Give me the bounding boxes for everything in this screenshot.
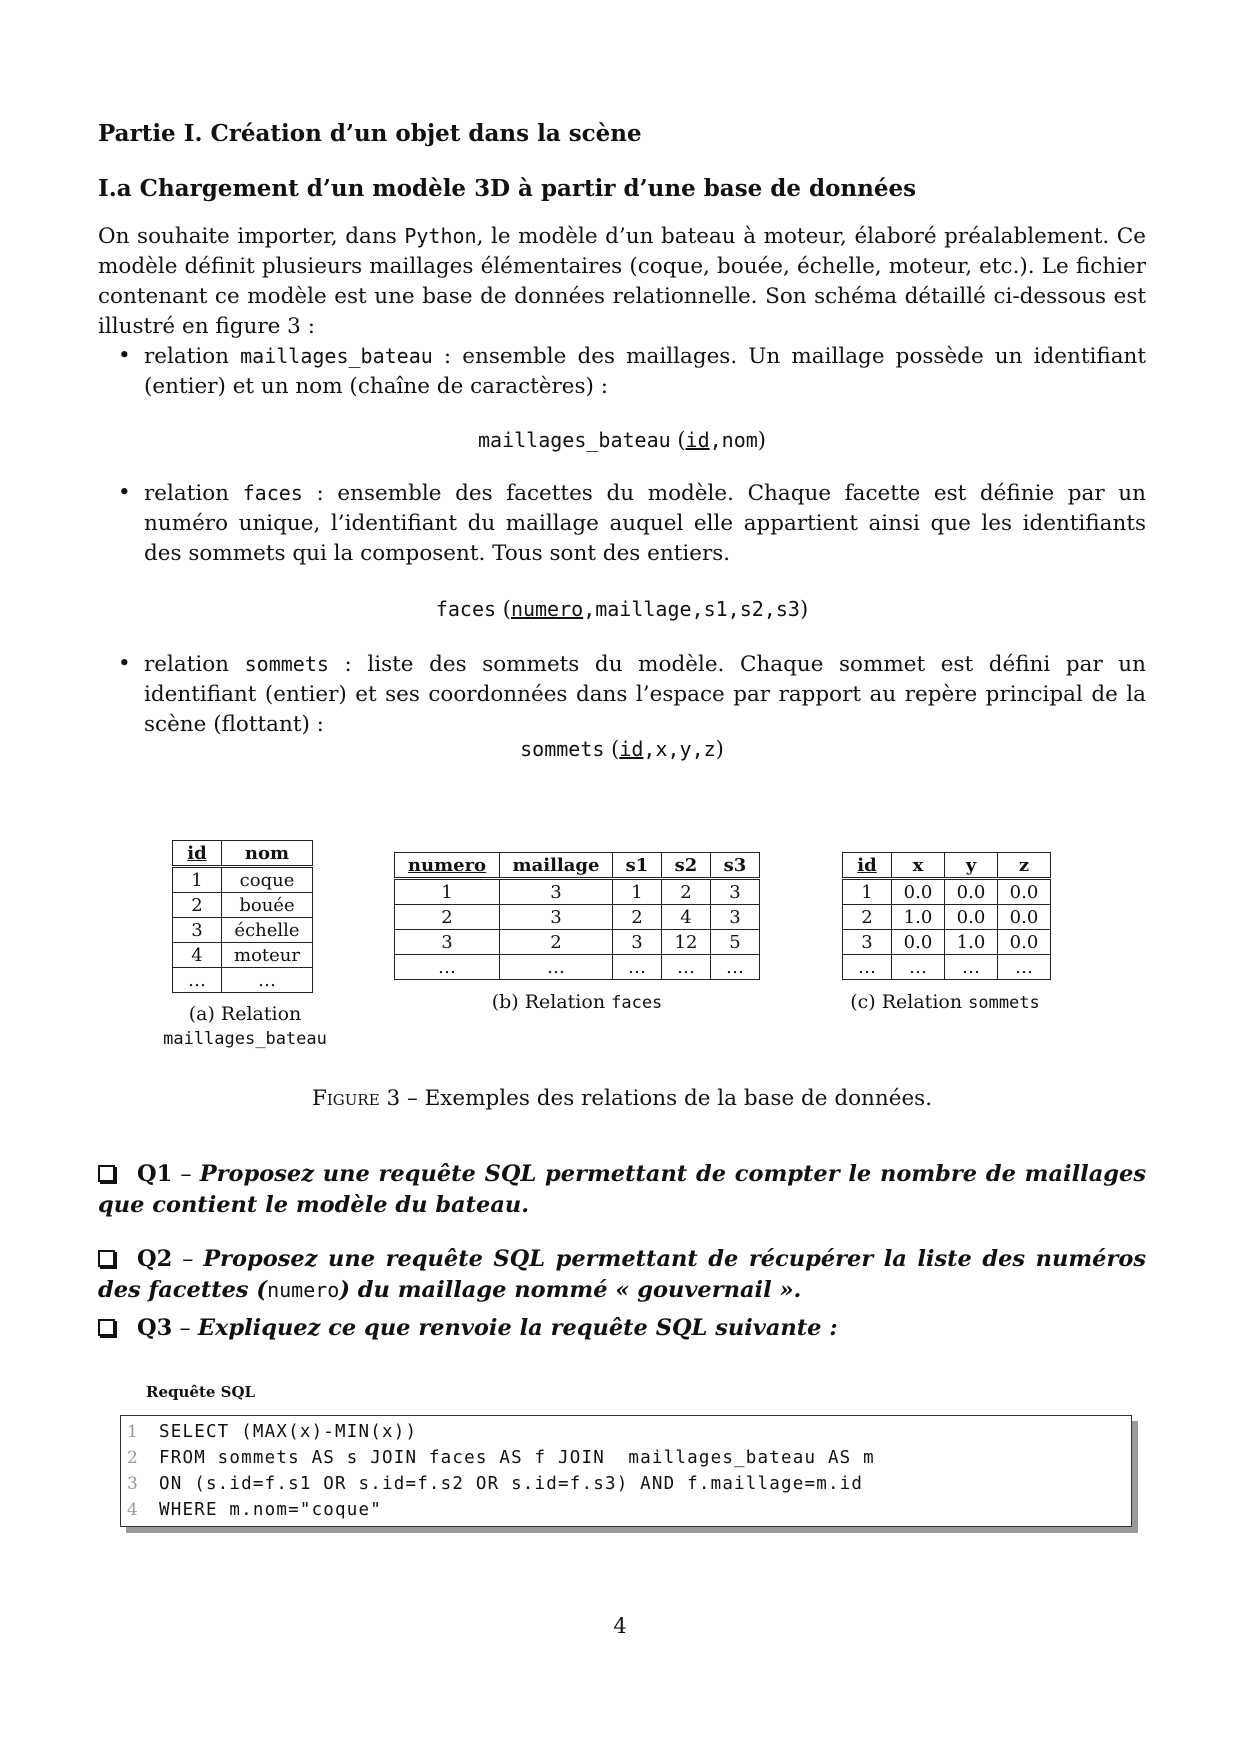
bullet-code: sommets — [244, 652, 329, 676]
caption-text: (a) Relation — [188, 1003, 302, 1025]
cell: 1.0 — [892, 905, 945, 930]
table-row — [395, 905, 760, 930]
code-text: FROM sommets AS s JOIN faces AS f JOIN maillages_bateau AS m — [159, 1448, 875, 1468]
table-header: y — [945, 853, 998, 879]
table-header: nom — [222, 841, 313, 867]
table-row — [173, 943, 313, 968]
cell: 0.0 — [998, 930, 1051, 955]
table-row — [843, 879, 1051, 905]
table-row — [173, 893, 313, 918]
table-header: z — [998, 853, 1051, 879]
table-header-row — [843, 853, 1051, 879]
caption-faces — [394, 990, 760, 1016]
cell: … — [711, 955, 760, 980]
schema-sommets — [98, 737, 1146, 761]
schema-rest: ,nom — [709, 428, 758, 452]
line-number: 3 — [127, 1474, 138, 1494]
schema-maillages — [98, 428, 1146, 452]
schema-name: maillages_bateau — [478, 428, 671, 452]
schema-close: ) — [715, 737, 724, 761]
cell: 2 — [395, 905, 500, 930]
bullet-code: faces — [242, 481, 303, 505]
cell: 2 — [613, 905, 662, 930]
table-header — [395, 853, 500, 879]
cell: … — [998, 955, 1051, 980]
code-text: WHERE m.nom="coque" — [159, 1500, 382, 1520]
cell: 2 — [662, 879, 711, 905]
table-header: x — [892, 853, 945, 879]
cell: 5 — [711, 930, 760, 955]
bullet-code: maillages_bateau — [240, 344, 433, 368]
cell: 0.0 — [945, 905, 998, 930]
table-row — [173, 918, 313, 943]
schema-close: ) — [757, 428, 766, 452]
question-q1 — [98, 1159, 1146, 1221]
caption-text: (b) Relation — [491, 991, 612, 1013]
cell: … — [662, 955, 711, 980]
schema-key: id — [619, 737, 644, 761]
table-faces — [394, 852, 760, 980]
bullet-pre: relation — [144, 344, 241, 369]
intro-paragraph — [98, 221, 1146, 342]
intro-after: , le modèle d’un bateau à moteur, élaboré préalablement. Ce modèle définit plusieurs maillages élémentaires (coque, bouée, échelle, moteur, etc.). Le fichier contenant ce modèle est une base de données relationnelle. Son schéma détaillé ci-dessous est illustré en figure 3 : — [98, 224, 1146, 339]
question-q2 — [98, 1244, 1146, 1306]
cell: 3 — [395, 930, 500, 955]
schema-open: ( — [496, 597, 511, 621]
caption-code: maillages_bateau — [163, 1029, 327, 1049]
table-header: maillage — [500, 853, 613, 879]
bullet-pre: relation — [144, 481, 243, 506]
part-title: Partie I. Création d’un objet dans la scène — [98, 120, 642, 147]
schema-open: ( — [604, 737, 620, 761]
question-dash: – — [172, 1246, 204, 1272]
table-header — [843, 853, 892, 879]
cell: … — [945, 955, 998, 980]
sql-code-block — [120, 1415, 1132, 1527]
cell: 0.0 — [892, 879, 945, 905]
question-text: Expliquez ce que renvoie la requête SQL suivante : — [197, 1315, 838, 1341]
cell: 0.0 — [998, 905, 1051, 930]
cell: 12 — [662, 930, 711, 955]
cell: … — [395, 955, 500, 980]
question-dash: – — [172, 1315, 198, 1341]
table-header — [173, 841, 222, 867]
table-row — [843, 905, 1051, 930]
bullet-post: : liste des sommets du modèle. Chaque sommet est défini par un identifiant (entier) et ses coordonnées dans l’espace par rapport au repère principal de la scène (flottant) : — [144, 652, 1147, 737]
schema-faces — [98, 597, 1146, 621]
bullet-maillages — [118, 341, 1146, 402]
cell: 1 — [395, 879, 500, 905]
cell: … — [500, 955, 613, 980]
table-row — [173, 867, 313, 893]
question-q3 — [98, 1313, 1146, 1344]
question-code: numero — [267, 1278, 340, 1302]
cell: … — [613, 955, 662, 980]
checkbox-icon — [98, 1165, 115, 1182]
checkbox-icon — [98, 1250, 115, 1267]
cell: 3 — [613, 930, 662, 955]
caption-maillages — [150, 1002, 340, 1052]
bullet-dot: • — [118, 343, 131, 368]
table-row — [395, 879, 760, 905]
cell: 4 — [662, 905, 711, 930]
schema-close: ) — [799, 597, 809, 621]
caption-code: sommets — [968, 993, 1040, 1013]
table-maillages — [172, 840, 313, 993]
line-number: 2 — [127, 1448, 138, 1468]
cell: 3 — [711, 879, 760, 905]
caption-sommets — [830, 990, 1060, 1016]
bullet-faces — [118, 478, 1146, 569]
table-row — [843, 955, 1051, 980]
cell: … — [843, 955, 892, 980]
cell: 3 — [173, 918, 222, 943]
line-number: 1 — [127, 1422, 138, 1442]
schema-rest: ,maillage,s1,s2,s3 — [583, 597, 800, 621]
bullet-post: : ensemble des maillages. Un maillage possède un identifiant (entier) et un nom (chaîne de caractères) : — [144, 344, 1146, 399]
cell: échelle — [222, 918, 313, 943]
checkbox-icon — [98, 1319, 115, 1336]
cell: 1.0 — [945, 930, 998, 955]
figure-caption — [98, 1086, 1146, 1111]
code-text: SELECT (MAX(x)-MIN(x)) — [159, 1422, 418, 1442]
caption-text: (c) Relation — [850, 991, 969, 1013]
cell: coque — [222, 867, 313, 893]
cell: 2 — [843, 905, 892, 930]
sql-label: Requête SQL — [146, 1383, 256, 1401]
cell: … — [892, 955, 945, 980]
cell: 3 — [711, 905, 760, 930]
cell: 3 — [500, 879, 613, 905]
figure-text: – Exemples des relations de la base de données. — [400, 1086, 933, 1111]
code-text: ON (s.id=f.s1 OR s.id=f.s2 OR s.id=f.s3) AND f.maillage=m.id — [159, 1474, 864, 1494]
schema-name: sommets — [520, 737, 605, 761]
cell: bouée — [222, 893, 313, 918]
caption-code: faces — [611, 993, 663, 1013]
cell: moteur — [222, 943, 313, 968]
question-text: Proposez une requête SQL permettant de compter le nombre de maillages que contient le modèle du bateau. — [98, 1161, 1146, 1218]
table-row — [173, 968, 313, 993]
question-number: Q1 — [137, 1161, 173, 1187]
table-header-row — [395, 853, 760, 879]
header-text: id — [857, 854, 877, 876]
cell: 1 — [613, 879, 662, 905]
cell: 0.0 — [945, 879, 998, 905]
cell: 1 — [843, 879, 892, 905]
schema-key: numero — [510, 597, 584, 621]
table-header: s1 — [613, 853, 662, 879]
schema-name: faces — [435, 597, 497, 621]
schema-key: id — [685, 428, 710, 452]
question-text-end: ) du maillage nommé « gouvernail ». — [339, 1277, 802, 1303]
cell: … — [222, 968, 313, 993]
header-text: id — [187, 842, 207, 864]
page-number: 4 — [613, 1614, 627, 1638]
cell: 0.0 — [998, 879, 1051, 905]
cell: 0.0 — [892, 930, 945, 955]
bullet-post: : ensemble des facettes du modèle. Chaque facette est définie par un numéro unique, l’identifiant du maillage auquel elle appartient ainsi que les identifiants des sommets qui la composent. Tous sont des entiers. — [144, 481, 1146, 566]
cell: 3 — [843, 930, 892, 955]
intro-python: Python — [404, 224, 477, 248]
cell: 3 — [500, 905, 613, 930]
question-number: Q2 — [137, 1246, 173, 1272]
table-header: s3 — [711, 853, 760, 879]
bullet-dot: • — [118, 480, 131, 505]
table-header-row — [173, 841, 313, 867]
bullet-sommets — [118, 649, 1146, 740]
table-sommets — [842, 852, 1051, 980]
question-text: Proposez une requête SQL permettant de récupérer la liste des numéros des facettes ( — [98, 1246, 1147, 1303]
table-row — [395, 930, 760, 955]
question-dash: – — [172, 1161, 200, 1187]
intro-before: On souhaite importer, dans — [98, 224, 405, 249]
cell: 1 — [173, 867, 222, 893]
table-header: s2 — [662, 853, 711, 879]
cell: 4 — [173, 943, 222, 968]
header-text: numero — [407, 854, 487, 876]
cell: … — [173, 968, 222, 993]
cell: 2 — [500, 930, 613, 955]
bullet-dot: • — [118, 651, 131, 676]
bullet-pre: relation — [144, 652, 245, 677]
schema-open: ( — [670, 428, 686, 452]
figure-label: Figure 3 — [311, 1086, 401, 1111]
table-row — [395, 955, 760, 980]
table-row — [843, 930, 1051, 955]
question-number: Q3 — [137, 1315, 173, 1341]
line-number: 4 — [127, 1500, 138, 1520]
cell: 2 — [173, 893, 222, 918]
schema-rest: ,x,y,z — [643, 737, 716, 761]
section-title: I.a Chargement d’un modèle 3D à partir d’une base de données — [98, 175, 917, 202]
